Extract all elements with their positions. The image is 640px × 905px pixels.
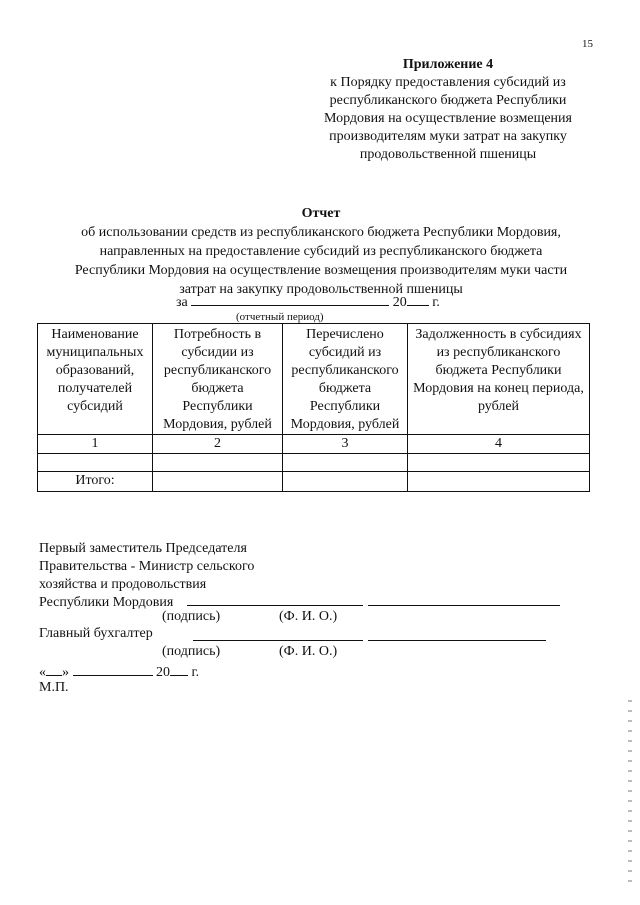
appendix-line: Мордовия на осуществление возмещения	[323, 111, 572, 126]
signer-line: Правительства - Министр сельского	[39, 559, 255, 574]
report-period	[176, 291, 440, 311]
table-number-row	[38, 435, 590, 454]
appendix-line: продовольственной пшеницы	[359, 147, 537, 162]
report-line: затрат на закупку продовольственной пшеницы	[179, 282, 463, 297]
period-year-field[interactable]	[407, 291, 429, 306]
signer-line: Первый заместитель Председателя	[39, 541, 247, 556]
header-cell: Перечислено субсидий из республиканского бюджета Республики Мордовия, рублей	[283, 324, 408, 435]
table-cell[interactable]	[408, 472, 590, 492]
table-header-row	[38, 324, 590, 435]
stamp-place: М.П.	[39, 680, 69, 695]
appendix-line: к Порядку предоставления субсидий из	[330, 75, 566, 90]
period-year: 20	[392, 295, 407, 310]
column-number: 2	[153, 435, 283, 454]
accountant-name-line[interactable]	[368, 640, 546, 641]
report-heading	[20, 204, 622, 299]
header-cell: Наименование муниципальных образований, получателей субсидий	[38, 324, 153, 435]
table-cell[interactable]	[283, 454, 408, 472]
signer-line: Республики Мордовия	[39, 595, 174, 610]
fio-label: (Ф. И. О.)	[279, 644, 338, 659]
sign-label: (подпись)	[162, 644, 221, 659]
signer-title	[39, 540, 254, 612]
period-suffix: г.	[432, 295, 440, 310]
date-year: 20	[156, 665, 170, 680]
total-label: Итого:	[38, 472, 153, 492]
period-field[interactable]	[191, 291, 389, 306]
date-close-quote: »	[62, 665, 69, 680]
accountant-title: Главный бухгалтер	[39, 626, 153, 641]
date-open-quote: «	[39, 665, 46, 680]
scan-edge-marks	[628, 700, 632, 890]
date-suffix: г.	[191, 665, 200, 680]
table-row	[38, 454, 590, 472]
appendix-title: Приложение 4	[402, 57, 494, 72]
table-total-row	[38, 472, 590, 492]
period-note: (отчетный период)	[236, 311, 324, 323]
table-cell[interactable]	[283, 472, 408, 492]
column-number: 1	[38, 435, 153, 454]
report-line: об использовании средств из республиканского бюджета Республики Мордовия,	[81, 225, 561, 240]
date-month-field[interactable]	[73, 661, 153, 676]
table-cell[interactable]	[38, 454, 153, 472]
table-cell[interactable]	[153, 454, 283, 472]
report-line: Республики Мордовия на осуществление возмещения производителям муки части	[74, 263, 568, 278]
header-cell: Задолженность в субсидиях из республиканского бюджета Республики Мордовия на конец периода, рублей	[408, 324, 590, 435]
signer-signature-line[interactable]	[187, 605, 363, 606]
date-day-field[interactable]	[46, 661, 62, 676]
signer-line: хозяйства и продовольствия	[39, 577, 207, 592]
subsidy-table	[37, 323, 590, 492]
appendix-line: производителям муки затрат на закупку	[329, 129, 567, 144]
column-number: 4	[408, 435, 590, 454]
sign-label: (подпись)	[162, 609, 221, 624]
appendix-line: республиканского бюджета Республики	[329, 93, 567, 108]
page-number: 15	[582, 38, 593, 50]
header-cell: Потребность в субсидии из республиканского бюджета Республики Мордовия, рублей	[153, 324, 283, 435]
period-prefix: за	[176, 295, 188, 310]
table-cell[interactable]	[408, 454, 590, 472]
accountant-signature-line[interactable]	[193, 640, 363, 641]
column-number: 3	[283, 435, 408, 454]
fio-label: (Ф. И. О.)	[279, 609, 338, 624]
report-line: направленных на предоставление субсидий из республиканского бюджета	[99, 244, 543, 259]
appendix-block	[300, 56, 596, 164]
signer-name-line[interactable]	[368, 605, 560, 606]
table-cell[interactable]	[153, 472, 283, 492]
date-year-field[interactable]	[170, 661, 188, 676]
report-title: Отчет	[301, 206, 341, 221]
